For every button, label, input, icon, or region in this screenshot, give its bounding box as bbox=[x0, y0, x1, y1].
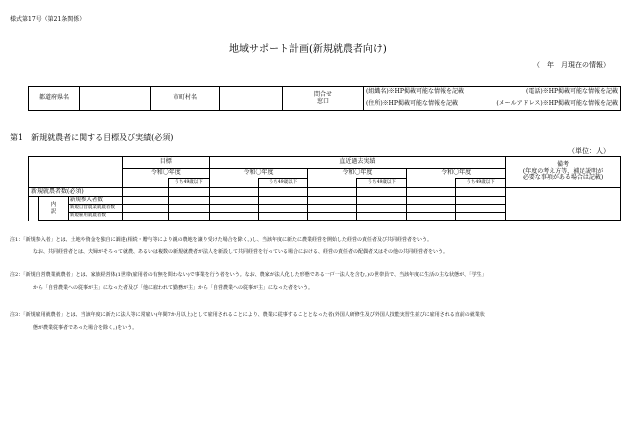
cell-emp-6[interactable] bbox=[357, 213, 407, 221]
contact-info-table bbox=[28, 86, 621, 111]
breakdown-label bbox=[38, 197, 68, 221]
breakdown-label-1: 内 bbox=[50, 202, 57, 209]
under49-actual-1: うち49歳以下 bbox=[258, 179, 308, 188]
col-target: 目標 bbox=[122, 157, 209, 169]
spacer-actual-2 bbox=[308, 179, 357, 188]
col-actual: 直近過去実績 bbox=[209, 157, 505, 169]
under49-actual-2: うち49歳以下 bbox=[357, 179, 407, 188]
address-text: (住所)※HP掲載可能な情報を記載 bbox=[366, 99, 458, 107]
note2-line1: 注2：「新規自営農業就農者」とは、家族経営体(1世帯(雇用者の有無を問わない)で事業を行う者をいう。なお、農家が法人化した形態である一戸一法人を含む。)の世帯員で、当該年度に生活の主な状態が、「学生」 bbox=[10, 272, 487, 278]
cell-emp-3[interactable] bbox=[209, 213, 258, 221]
form-id: 様式第17号（第21条関係） bbox=[10, 16, 86, 23]
note1-line1: 注1：「新規参入者」とは、土地や資金を独自に調達(相続・贈与等により親の農地を譲り受けた場合を除く。)し、当該年度に新たに農業経営を開始した経営の責任者及び共同経営者をいう。 bbox=[10, 237, 432, 243]
org-cell bbox=[364, 87, 621, 99]
year-actual-1: 令和〇年度 bbox=[209, 169, 308, 179]
under49-target: うち49歳以下 bbox=[168, 179, 209, 188]
cell-self-1[interactable] bbox=[122, 205, 168, 213]
col-note bbox=[506, 157, 621, 188]
cell-self-8[interactable] bbox=[456, 205, 506, 213]
year-target: 令和〇年度 bbox=[122, 169, 209, 179]
year-actual-3: 令和〇年度 bbox=[407, 169, 506, 179]
page-title: 地域サポート計画(新規就農者向け) bbox=[229, 44, 387, 55]
spacer-actual-3 bbox=[407, 179, 456, 188]
row-total-label: 新規就農者数(必須) bbox=[29, 188, 123, 197]
date-line: （ 年 月現在の情報） bbox=[533, 61, 610, 69]
spacer-actual-1 bbox=[209, 179, 258, 188]
cell-total-8[interactable] bbox=[456, 188, 506, 197]
org-text: (組織名)※HP掲載可能な情報を記載 bbox=[366, 88, 464, 96]
phone-text: (電話)※HP掲載可能な情報を記載 bbox=[526, 88, 618, 96]
city-value[interactable] bbox=[220, 87, 283, 111]
cell-part-6[interactable] bbox=[357, 197, 407, 205]
cell-part-7[interactable] bbox=[407, 197, 456, 205]
cell-total-1[interactable] bbox=[122, 188, 168, 197]
target-results-table bbox=[28, 156, 621, 221]
cell-emp-2[interactable] bbox=[168, 213, 209, 221]
cell-total-3[interactable] bbox=[209, 188, 258, 197]
breakdown-label-2: 訳 bbox=[50, 208, 57, 215]
cell-emp-4[interactable] bbox=[258, 213, 308, 221]
contact-label-line1: 問合せ bbox=[313, 90, 332, 98]
corner-cell bbox=[29, 157, 123, 188]
row-self-employed-label: 新規自営農業就農者数 bbox=[68, 205, 122, 213]
cell-total-7[interactable] bbox=[407, 188, 456, 197]
cell-part-1[interactable] bbox=[122, 197, 168, 205]
under49-actual-3: うち49歳以下 bbox=[456, 179, 506, 188]
col-note-line2: (年度の考え方等、補足説明が bbox=[522, 167, 604, 175]
unit-label: （単位：人） bbox=[568, 147, 610, 155]
address-cell bbox=[364, 99, 621, 111]
pref-value[interactable] bbox=[80, 87, 151, 111]
cell-total-2[interactable] bbox=[168, 188, 209, 197]
indent-cell bbox=[29, 197, 39, 221]
cell-emp-7[interactable] bbox=[407, 213, 456, 221]
cell-part-8[interactable] bbox=[456, 197, 506, 205]
cell-self-7[interactable] bbox=[407, 205, 456, 213]
cell-emp-1[interactable] bbox=[122, 213, 168, 221]
cell-self-2[interactable] bbox=[168, 205, 209, 213]
note3-line1: 注3：「新規雇用就農者」とは、当該年度に新たに法人等に常雇い(年間7か月以上)として雇用されることにより、農業に従事することとなった者(外国人研修生及び外国人技能実習生並びに雇用される直前の就業状 bbox=[10, 312, 485, 318]
email-text: (メールアドレス)※HP掲載可能な情報を記載 bbox=[496, 99, 618, 107]
cell-total-4[interactable] bbox=[258, 188, 308, 197]
city-label: 市町村名 bbox=[151, 87, 220, 111]
row-employed-label: 新規雇用就農者数 bbox=[68, 213, 122, 221]
contact-label bbox=[283, 87, 364, 111]
col-note-line1: 備考 bbox=[557, 161, 570, 169]
contact-label-line2: 窓口 bbox=[316, 97, 329, 105]
cell-self-5[interactable] bbox=[308, 205, 357, 213]
pref-label: 都道府県名 bbox=[29, 87, 80, 111]
note2-line2: から「自営農業への従事が主」になった者及び「他に雇われて勤務が主」から「自営農業への従事が主」になった者をいう。 bbox=[33, 285, 314, 291]
section1-heading: 第1 新規就農者に関する目標及び実績(必須) bbox=[10, 133, 174, 142]
col-note-line3: 必要な事項がある場合は記載) bbox=[522, 174, 604, 182]
spacer-target bbox=[122, 179, 168, 188]
cell-total-6[interactable] bbox=[357, 188, 407, 197]
year-actual-2: 令和〇年度 bbox=[308, 169, 407, 179]
cell-part-3[interactable] bbox=[209, 197, 258, 205]
cell-self-3[interactable] bbox=[209, 205, 258, 213]
note1-line2: なお、共同経営者とは、夫婦がそろって就農、あるいは複数の新規就農者が法人を新設して共同経営を行っている場合における、経営の責任者の配偶者又はその他の共同経営者をいう。 bbox=[33, 249, 449, 255]
cell-total-5[interactable] bbox=[308, 188, 357, 197]
cell-part-2[interactable] bbox=[168, 197, 209, 205]
note3-line2: 態が農業従事者であった場合を除く。)をいう。 bbox=[33, 325, 138, 331]
row-participation-label: 新規参入者数 bbox=[68, 197, 122, 205]
cell-part-4[interactable] bbox=[258, 197, 308, 205]
cell-self-4[interactable] bbox=[258, 205, 308, 213]
note-cell[interactable] bbox=[506, 188, 621, 221]
cell-emp-8[interactable] bbox=[456, 213, 506, 221]
cell-emp-5[interactable] bbox=[308, 213, 357, 221]
cell-part-5[interactable] bbox=[308, 197, 357, 205]
cell-self-6[interactable] bbox=[357, 205, 407, 213]
